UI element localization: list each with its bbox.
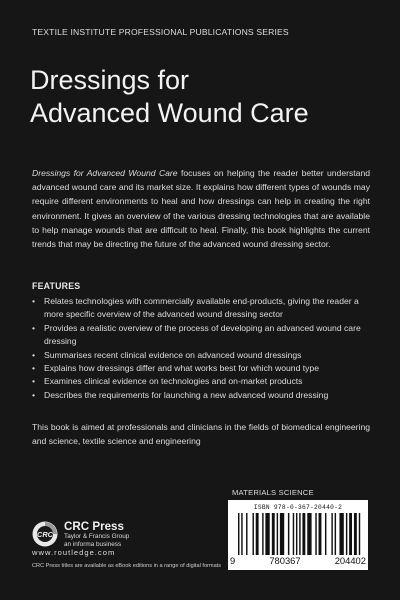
barcode-bar <box>246 513 247 555</box>
feature-text: Summarises recent clinical evidence on advanced wound dressings <box>44 349 302 360</box>
feature-text: Explains how dressings differ and what works best for which wound type <box>44 363 319 374</box>
barcode-bar <box>335 513 336 555</box>
feature-text: Describes the requirements for launching a new advanced wound dressing <box>44 389 329 400</box>
barcode-bar <box>359 513 360 555</box>
book-title <box>30 64 370 130</box>
barcode-bar <box>277 513 278 555</box>
barcode-bar <box>262 513 263 555</box>
barcode-bar <box>296 513 297 555</box>
feature-text: Provides a realistic overview of the process of developing an advanced wound care dressing <box>44 322 361 347</box>
series-name: TEXTILE INSTITUTE PROFESSIONAL PUBLICATIONS SERIES <box>32 27 289 37</box>
publisher-website: www.routledge.com <box>32 548 116 557</box>
description-body: focuses on helping the reader better understand advanced wound care and its market size. It explains how different types of wounds may require different environments to heal and how dressings can help in creating the right environment. It gives an overview of the various dressing technologies that are available to help manage wounds that are difficult to heal. Finally, this book highlights the current trends that may be directing the future of the advanced wound dressing sector. <box>32 168 370 250</box>
features-heading: FEATURES <box>32 281 81 291</box>
barcode-bar <box>307 513 311 555</box>
barcode-bar <box>319 513 322 555</box>
ebook-note: CRC Press titles are available as eBook editions in a range of digital formats <box>32 563 222 569</box>
barcode-bar <box>241 513 242 555</box>
publisher-tagline: an informa business <box>64 541 122 548</box>
crc-press-logo-icon <box>32 521 58 547</box>
barcode-icon <box>238 513 362 555</box>
feature-item <box>32 322 370 349</box>
barcode-bar <box>302 513 305 555</box>
barcode-bar <box>238 513 239 555</box>
barcode-bar <box>339 513 343 555</box>
logo-lettering: CRC <box>36 529 54 539</box>
bullet-icon: • <box>32 389 36 400</box>
bullet-icon: • <box>32 349 36 360</box>
barcode-bar <box>293 513 294 555</box>
barcode-bar <box>280 513 284 555</box>
feature-item <box>32 295 370 322</box>
publisher-group: Taylor & Francis Group <box>64 533 130 540</box>
barcode-bar <box>354 513 357 555</box>
barcode-bar <box>346 513 347 555</box>
audience-statement: This book is aimed at professionals and clinicians in the fields of biomedical engineering and science, textile science and engineering <box>32 422 370 447</box>
feature-item <box>32 362 370 375</box>
isbn-barcode <box>228 500 368 570</box>
barcode-bar <box>331 513 332 555</box>
publisher-name: CRC Press <box>64 520 124 533</box>
isbn-label: ISBN 978-0-367-20440-2 <box>253 504 343 511</box>
bullet-icon: • <box>32 322 36 333</box>
barcode-bar <box>349 513 352 555</box>
barcode-digit-group: 780367 <box>269 555 301 566</box>
book-title-line-1: Dressings for <box>30 65 190 95</box>
features-list <box>32 295 370 402</box>
barcode-bar <box>288 513 289 555</box>
feature-item <box>32 389 370 402</box>
book-description <box>32 166 370 251</box>
feature-text: Relates technologies with commercially available end-products, giving the reader a more specific overview of the advanced wound dressing sector <box>44 296 359 320</box>
publisher-block <box>64 520 129 549</box>
barcode-bar <box>315 513 316 555</box>
bullet-icon: • <box>32 376 36 387</box>
subject-category: MATERIALS SCIENCE <box>232 488 314 497</box>
feature-text: Examines clinical evidence on technologies and on-market products <box>44 376 303 387</box>
feature-item <box>32 349 370 362</box>
description-book-title: Dressings for Advanced Wound Care <box>32 168 178 178</box>
barcode-bar <box>325 513 326 555</box>
barcode-digit-group: 204402 <box>334 555 366 566</box>
barcode-digits <box>230 555 366 566</box>
book-title-line-2: Advanced Wound Care <box>30 98 309 128</box>
barcode-bar <box>265 513 269 555</box>
barcode-bar <box>299 513 300 555</box>
bullet-icon: • <box>32 296 36 306</box>
barcode-bar <box>252 513 253 555</box>
barcode-bar <box>256 513 259 555</box>
bullet-icon: • <box>32 363 36 374</box>
feature-item <box>32 375 370 388</box>
barcode-digit-group: 9 <box>230 555 236 566</box>
barcode-bar <box>272 513 275 555</box>
